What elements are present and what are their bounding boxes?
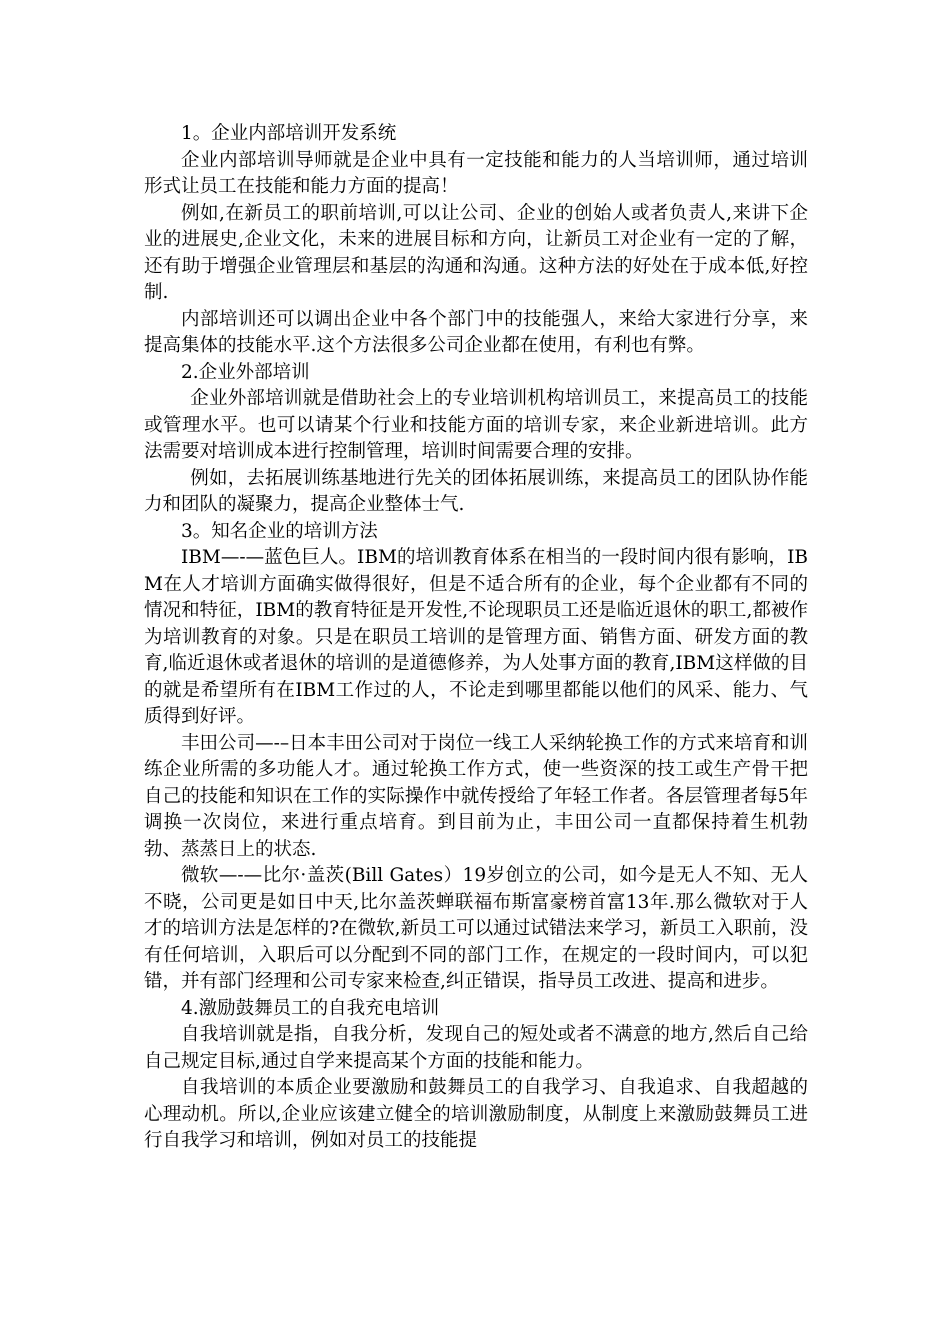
paragraph: 企业外部培训就是借助社会上的专业培训机构培训员工，来提高员工的技能或管理水平。也可以请某个行业和技能方面的培训专家，来企业新进培训。此方法需要对培训成本进行控制管理，培训时间需要合理的安排。: [144, 388, 808, 462]
paragraph: 例如,在新员工的职前培训,可以让公司、企业的创始人或者负责人,来讲下企业的进展史,企业文化，未来的进展目标和方向，让新员工对企业有一定的了解，还有助于增强企业管理层和基层的沟通和沟通。这种方法的好处在于成本低,好控制.: [144, 202, 808, 303]
paragraph: 丰田公司—-–日本丰田公司对于岗位一线工人采纳轮换工作的方式来培育和训练企业所需的多功能人才。通过轮换工作方式，使一些资深的技工或生产骨干把自己的技能和知识在工作的实际操作中就传授给了年轻工作者。各层管理者每5年调换一次岗位，来进行重点培育。到目前为止，丰田公司一直都保持着生机勃勃、蒸蒸日上的状态.: [144, 732, 808, 860]
section-heading-famous-companies: 3。知名企业的培训方法: [181, 520, 378, 542]
paragraph: 内部培训还可以调出企业中各个部门中的技能强人，来给大家进行分享，来提高集体的技能水平.这个方法很多公司企业都在使用，有利也有弊。: [144, 308, 808, 356]
paragraph: 自我培训的本质企业要激励和鼓舞员工的自我学习、自我追求、自我超越的心理动机。所以,企业应该建立健全的培训激励制度，从制度上来激励鼓舞员工进行自我学习和培训，例如对员工的技能提: [144, 1077, 808, 1151]
section-heading-self-training: 4.激励鼓舞员工的自我充电培训: [181, 997, 440, 1019]
paragraph: 微软—-—比尔·盖茨(Bill Gates）19岁创立的公司，如今是无人不知、无人不晓，公司更是如日中天,比尔盖茨蝉联福布斯富豪榜首富13年.那么微软对于人才的培训方法是怎样的?在微软,新员工可以通过试错法来学习，新员工入职前，没有任何培训，入职后可以分配到不同的部门工作，在规定的一段时间内，可以犯错，并有部门经理和公司专家来检查,纠正错误，指导员工改进、提高和进步。: [144, 865, 808, 992]
section-heading-internal-training: 1。企业内部培训开发系统: [181, 123, 397, 144]
paragraph: 例如，去拓展训练基地进行先关的团体拓展训练，来提高员工的团队协作能力和团队的凝聚力，提高企业整体士气.: [144, 467, 808, 515]
paragraph: 自我培训就是指，自我分析，发现自己的短处或者不满意的地方,然后自己给自己规定目标,通过自学来提高某个方面的技能和能力。: [144, 1024, 808, 1072]
section-heading-external-training: 2.企业外部培训: [181, 361, 310, 383]
paragraph: IBM—-—蓝色巨人。IBM的培训教育体系在相当的一段时间内很有影响，IBM在人才培训方面确实做得很好，但是不适合所有的企业，每个企业都有不同的情况和特征，IBM的教育特征是开发性,不论现职员工还是临近退休的职工,都被作为培训教育的对象。只是在职员工培训的是管理方面、销售方面、研发方面的教育,临近退休或者退休的培训的是道德修养，为人处事方面的教育,IBM这样做的目的就是希望所有在IBM工作过的人，不论走到哪里都能以他们的风采、能力、气质得到好评。: [144, 547, 808, 727]
document-page: [144, 121, 808, 1155]
paragraph: 企业内部培训导师就是企业中具有一定技能和能力的人当培训师，通过培训形式让员工在技能和能力方面的提高！: [144, 149, 808, 197]
